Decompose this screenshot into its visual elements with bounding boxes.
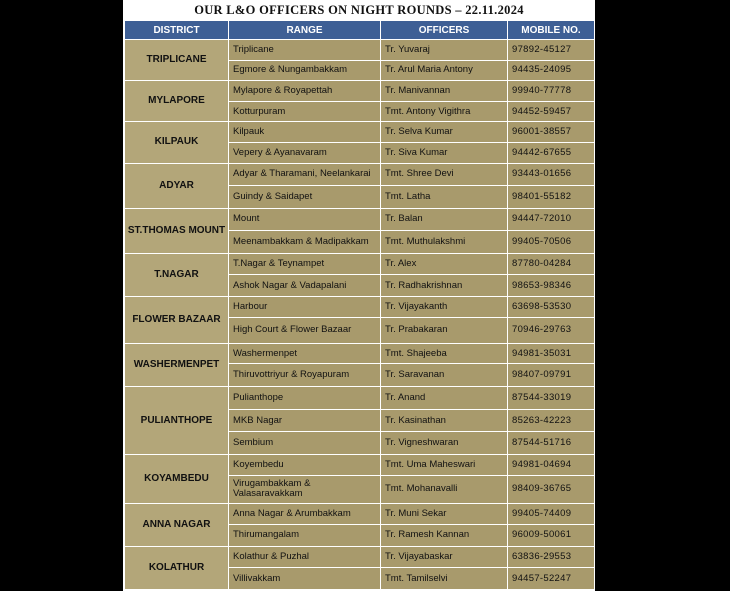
- range-cell: Ashok Nagar & Vadapalani: [229, 274, 381, 297]
- district-cell: TRIPLICANE: [125, 40, 229, 81]
- officers-sheet: [123, 0, 595, 591]
- mobile-cell: 63698-53530: [508, 297, 595, 318]
- table-row: [125, 254, 595, 275]
- header-officers: OFFICERS: [381, 21, 508, 40]
- table-row: [125, 163, 595, 186]
- officer-cell: Tr. Muni Sekar: [381, 504, 508, 525]
- officer-cell: Tmt. Antony Vigithra: [381, 101, 508, 122]
- table-row: [125, 343, 595, 364]
- mobile-cell: 94442-67655: [508, 142, 595, 163]
- range-cell: Kolathur & Puzhal: [229, 546, 381, 568]
- table-row: [125, 208, 595, 230]
- mobile-cell: 98653-98346: [508, 274, 595, 297]
- mobile-cell: 87780-04284: [508, 254, 595, 275]
- table-row: [125, 504, 595, 525]
- officer-cell: Tr. Anand: [381, 387, 508, 410]
- mobile-cell: 97892-45127: [508, 40, 595, 61]
- officers-table: [124, 20, 595, 590]
- officer-cell: Tmt. Shree Devi: [381, 163, 508, 186]
- officer-cell: Tr. Manivannan: [381, 81, 508, 102]
- range-cell: Sembium: [229, 432, 381, 455]
- mobile-cell: 94457-52247: [508, 568, 595, 590]
- range-cell: Thirumangalam: [229, 525, 381, 547]
- range-cell: Adyar & Tharamani, Neelankarai: [229, 163, 381, 186]
- mobile-cell: 94435-24095: [508, 60, 595, 81]
- mobile-cell: 70946-29763: [508, 318, 595, 344]
- officer-cell: Tr. Balan: [381, 208, 508, 230]
- district-cell: ADYAR: [125, 163, 229, 208]
- district-cell: WASHERMENPET: [125, 343, 229, 386]
- range-cell: Triplicane: [229, 40, 381, 61]
- range-cell: Mount: [229, 208, 381, 230]
- officer-cell: Tr. Selva Kumar: [381, 122, 508, 143]
- mobile-cell: 99940-77778: [508, 81, 595, 102]
- officer-cell: Tmt. Muthulakshmi: [381, 230, 508, 254]
- officer-cell: Tr. Vijayakanth: [381, 297, 508, 318]
- officer-cell: Tmt. Mohanavalli: [381, 475, 508, 504]
- mobile-cell: 93443-01656: [508, 163, 595, 186]
- officer-cell: Tr. Saravanan: [381, 364, 508, 387]
- officer-cell: Tr. Kasinathan: [381, 409, 508, 432]
- district-cell: T.NAGAR: [125, 254, 229, 297]
- mobile-cell: 63836-29553: [508, 546, 595, 568]
- officer-cell: Tr. Ramesh Kannan: [381, 525, 508, 547]
- officer-cell: Tr. Arul Maria Antony: [381, 60, 508, 81]
- table-row: [125, 40, 595, 61]
- mobile-cell: 98409-36765: [508, 475, 595, 504]
- range-cell: Kilpauk: [229, 122, 381, 143]
- mobile-cell: 87544-33019: [508, 387, 595, 410]
- officer-cell: Tr. Yuvaraj: [381, 40, 508, 61]
- mobile-cell: 94981-04694: [508, 454, 595, 475]
- officer-cell: Tmt. Uma Maheswari: [381, 454, 508, 475]
- officer-cell: Tr. Radhakrishnan: [381, 274, 508, 297]
- range-cell: Pulianthope: [229, 387, 381, 410]
- mobile-cell: 85263-42223: [508, 409, 595, 432]
- range-cell: Thiruvottriyur & Royapuram: [229, 364, 381, 387]
- officer-cell: Tr. Siva Kumar: [381, 142, 508, 163]
- mobile-cell: 94447-72010: [508, 208, 595, 230]
- range-cell: MKB Nagar: [229, 409, 381, 432]
- range-cell: T.Nagar & Teynampet: [229, 254, 381, 275]
- table-row: [125, 546, 595, 568]
- district-cell: KILPAUK: [125, 122, 229, 163]
- range-cell: High Court & Flower Bazaar: [229, 318, 381, 344]
- header-mobile: MOBILE NO.: [508, 21, 595, 40]
- district-cell: ST.THOMAS MOUNT: [125, 208, 229, 253]
- mobile-cell: 98407-09791: [508, 364, 595, 387]
- district-cell: KOLATHUR: [125, 546, 229, 589]
- range-cell: Meenambakkam & Madipakkam: [229, 230, 381, 254]
- officer-cell: Tr. Alex: [381, 254, 508, 275]
- header-row: [125, 21, 595, 40]
- table-body: [125, 40, 595, 590]
- range-cell: Villivakkam: [229, 568, 381, 590]
- mobile-cell: 94981-35031: [508, 343, 595, 364]
- range-cell: Washermenpet: [229, 343, 381, 364]
- district-cell: PULIANTHOPE: [125, 387, 229, 455]
- table-row: [125, 122, 595, 143]
- range-cell: Virugambakkam & Valasaravakkam: [229, 475, 381, 504]
- table-row: [125, 454, 595, 475]
- district-cell: ANNA NAGAR: [125, 504, 229, 546]
- officer-cell: Tmt. Latha: [381, 186, 508, 209]
- officer-cell: Tr. Vigneshwaran: [381, 432, 508, 455]
- header-district: DISTRICT: [125, 21, 229, 40]
- mobile-cell: 87544-51716: [508, 432, 595, 455]
- range-cell: Egmore & Nungambakkam: [229, 60, 381, 81]
- mobile-cell: 96001-38557: [508, 122, 595, 143]
- table-row: [125, 297, 595, 318]
- header-range: RANGE: [229, 21, 381, 40]
- mobile-cell: 99405-74409: [508, 504, 595, 525]
- range-cell: Guindy & Saidapet: [229, 186, 381, 209]
- mobile-cell: 94452-59457: [508, 101, 595, 122]
- mobile-cell: 99405-70506: [508, 230, 595, 254]
- district-cell: KOYAMBEDU: [125, 454, 229, 503]
- range-cell: Koyembedu: [229, 454, 381, 475]
- range-cell: Mylapore & Royapettah: [229, 81, 381, 102]
- district-cell: MYLAPORE: [125, 81, 229, 122]
- table-row: [125, 387, 595, 410]
- range-cell: Vepery & Ayanavaram: [229, 142, 381, 163]
- officer-cell: Tmt. Shajeeba: [381, 343, 508, 364]
- district-cell: FLOWER BAZAAR: [125, 297, 229, 343]
- range-cell: Anna Nagar & Arumbakkam: [229, 504, 381, 525]
- page-title: OUR L&O OFFICERS ON NIGHT ROUNDS – 22.11.2024: [194, 3, 524, 17]
- officer-cell: Tr. Vijayabaskar: [381, 546, 508, 568]
- officer-cell: Tr. Prabakaran: [381, 318, 508, 344]
- mobile-cell: 96009-50061: [508, 525, 595, 547]
- range-cell: Kotturpuram: [229, 101, 381, 122]
- table-row: [125, 81, 595, 102]
- officer-cell: Tmt. Tamilselvi: [381, 568, 508, 590]
- mobile-cell: 98401-55182: [508, 186, 595, 209]
- range-cell: Harbour: [229, 297, 381, 318]
